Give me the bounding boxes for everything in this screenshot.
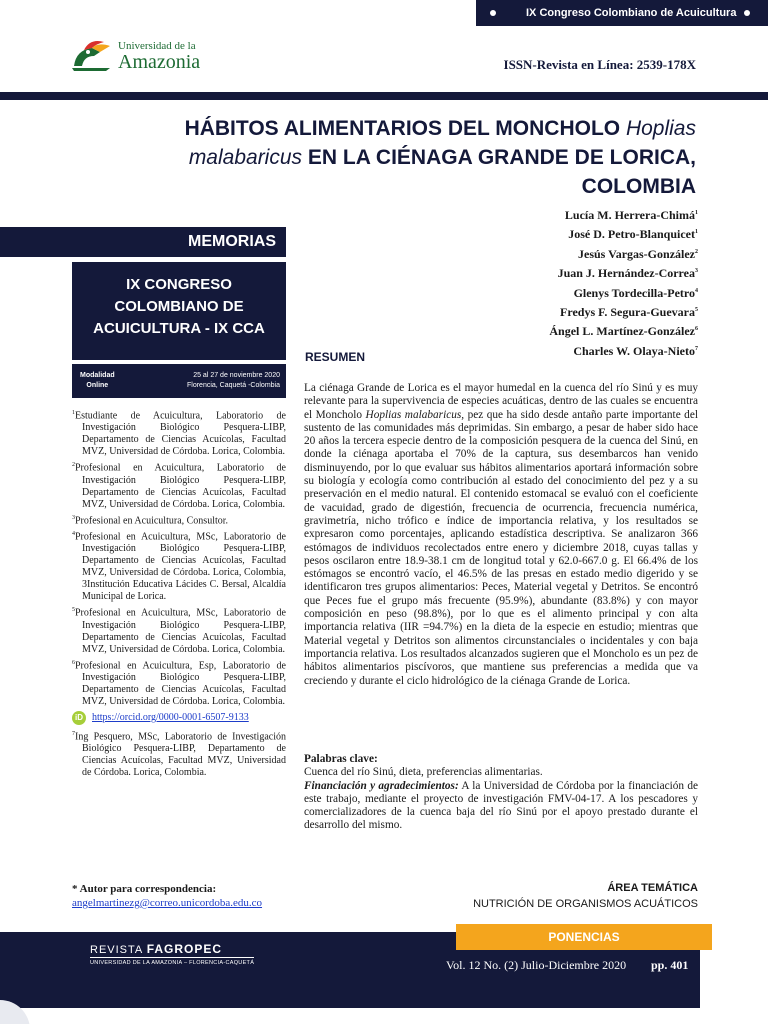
university-logo [70,36,200,72]
congress-box [72,262,286,360]
author: Glenys Tordecilla-Petro$^4$ [573,285,698,300]
author: Juan J. Hernández-Correa$^3$ [557,266,698,281]
correspondence-label: * Autor para correspondencia: [72,883,217,895]
title-part: COLOMBIA [581,175,696,198]
logo-university-label: Universidad de la [118,40,196,52]
toucan-logo-icon [70,36,114,72]
resumen-heading: RESUMEN [305,350,366,364]
event-dates: 25 al 27 de noviembre 2020 Florencia, Caquetá -Colombia [187,372,280,389]
modality-label: Modalidad Online [80,372,115,389]
bullet-icon [490,10,496,16]
author: José D. Petro-Blanquicet$^1$ [568,227,698,242]
congress-name-line: COLOMBIANO DE [114,298,244,315]
area-tematica-label: ÁREA TEMÁTICA [607,882,698,894]
keywords-text: Cuenca del río Sinú, dieta, preferencias alimentarias. [304,766,543,779]
orcid-link[interactable]: https://orcid.org/0000-0001-6507-9133 [92,711,249,723]
affiliation: $^2$Profesional en Acuicultura, Laboratorio de Investigación Biológico Pesquera-LIBP, Departamento de Ciencias Acuícolas, Facultad MVZ, Universidad de Córdoba. Lorica, Colombia. [72,462,286,510]
congress-name-line: ACUICULTURA - IX CCA [93,320,265,337]
modality-box [72,364,286,398]
title-part: HÁBITOS ALIMENTARIOS DEL MONCHOLO [184,117,626,140]
title-species: malabaricus [188,146,303,169]
issn-label: ISSN-Revista en Línea: 2539-178X [503,57,696,72]
header-divider [0,92,768,100]
author: Fredys F. Segura-Guevara$^5$ [560,305,698,320]
congress-name-line: IX CONGRESO [126,276,232,293]
logo-name: Amazonia [118,51,201,73]
affiliation: $^1$Estudiante de Acuicultura, Laboratorio de Investigación Biológico Pesquera-LIBP, Departamento de Ciencias Acuícolas, Facultad MVZ, Universidad de Córdoba. Lorica, Colombia. [72,410,286,458]
title-species: Hoplias [625,117,696,140]
volume-label: Vol. 12 No. (2) Julio-Diciembre 2020 [446,958,627,972]
page-number: pp. 401 [651,958,689,972]
author: Lucía M. Herrera-Chimá$^1$ [564,208,698,222]
author-list [549,205,698,360]
funding-text: Financiación y agradecimientos: A la Universidad de Córdoba por la financiación de este trabajo, mediante el proyecto de investigación FMV-04-17. A los pescadores y comercializadores de la cuenca baja del río Sinú por el apoyo prestado durante el desarrollo del mismo. [304,779,698,832]
ponencias-tab: PONENCIAS [456,924,712,950]
orcid-icon: iD [72,711,86,725]
affiliation: $^6$Profesional en Acuicultura, Esp, Laboratorio de Investigación Biológico Pesquera-LIBP, Departamento de Ciencias Acuícolas, Facultad MVZ, Universidad de Córdoba. Lorica, Colombia. [72,659,286,707]
congress-banner-text: IX Congreso Colombiano de Acuicultura [526,7,737,19]
abstract-text: La ciénaga Grande de Lorica es el mayor humedal en la cuenca del río Sinú y es muy relevante para la supervivencia de especies acuáticas, dentro de las cuales se encuentra el Moncholo Hoplias malabaricus, pez que ha sido desde antaño parte importante del sustento de las comunidades más deprimidas. Sin embargo, a pesar de haber sido hace 20 años la tercera especie dentro de la composición pesquera de la cuenca del Sinú, en donde la ciénaga aportaba el 70% de la captura, sus desembarcos han venido disminuyendo, por lo que evaluar sus hábitos alimentarios aportará información sobre su biología y ecología como contribución al estado del conocimiento del pez y a su preservación en el medio natural. El contenido estomacal se evaluó con el coeficiente de vacuidad, grado de digestión, frecuencia de ocurrencia, frecuencia numérica, gravimetría, nicho trófico e índice de importancia relativa, y los resultados se expresaron como porcentajes, aplicando estadística descriptiva. Se analizaron 366 estómagos de individuos recolectados entre enero y diciembre 2018, cuyas tallas y pesos oscilaron entre 18.9-38.1 cm de longitud total y 62.0-667.0 g. El 66.4% de los estómagos se encontró vacío, el 46.5% de las presas en estado medio digerido y se identificaron tres grupos alimentarios: Peces, Material vegetal y Detritos. Se encontró que Peces fue el grupo más frecuente (95.9%), abundante (83.8%) y con mayor composición en peso (98.8%), por lo que es el alimento principal y con alta importancia relativa (IIR =94.7%) en la dieta de la especie en estudio; mientras que Material vegetal y Detritos son alimentos circunstanciales o incidentales y con baja importancia relativa. Los resultados alcanzados sugieren que el Moncholo es un pez de hábitos alimentarios piscívoros, que mantiene sus preferencias a medida que va creciendo y durante el ciclo hidrológico de la ciénaga Grande de Lorica. [304,382,698,687]
congress-banner [476,0,768,26]
bullet-icon [744,10,750,16]
keywords-label: Palabras clave: [304,753,378,765]
article-title [120,114,696,201]
keywords-section [304,753,698,833]
correspondence-email-link[interactable]: angelmartinezg@correo.unicordoba.edu.co [72,897,263,909]
title-part: EN LA CIÉNAGA GRANDE DE LORICA, [302,146,696,169]
author: Charles W. Olaya-Nieto$^7$ [573,343,698,358]
memorias-heading: MEMORIAS [0,227,286,257]
affiliation: $^5$Profesional en Acuicultura, MSc, Laboratorio de Investigación Biológico Pesquera-LIBP, Departamento de Ciencias Acuícolas, Facultad MVZ, Universidad de Córdoba. Lorica, Colombia. [72,607,286,655]
correspondence [72,882,302,910]
orcid-row [72,711,286,725]
journal-logo: REVISTA FAGROPEC UNIVERSIDAD DE LA AMAZONIA – FLORENCIA-CAQUETÁ [90,942,255,966]
area-tematica-value: NUTRICIÓN DE ORGANISMOS ACUÁTICOS [473,898,698,910]
affiliation: $^4$Profesional en Acuicultura, MSc, Laboratorio de Investigación Biológico Pesquera-LIBP, Departamento de Ciencias Acuícolas, Facultad MVZ, Universidad de Córdoba. Lorica, Colombia, 3Institución Educativa Lácides C. Bersal, Alcaldía Municipal de Lorica. [72,530,286,603]
author: Ángel L. Martínez-González$^6$ [549,324,698,339]
author: Jesús Vargas-González$^2$ [578,246,698,261]
affiliations [72,407,286,780]
affiliation: $^7$Ing Pesquero, MSc, Laboratorio de Investigación Biológico Pesquera-LIBP, Departamento de Ciencias Acuícolas, Facultad MVZ, Universidad de Córdoba. Lorica, Colombia. [72,730,286,779]
affiliation: $^3$Profesional en Acuicultura, Consultor. [72,514,229,526]
